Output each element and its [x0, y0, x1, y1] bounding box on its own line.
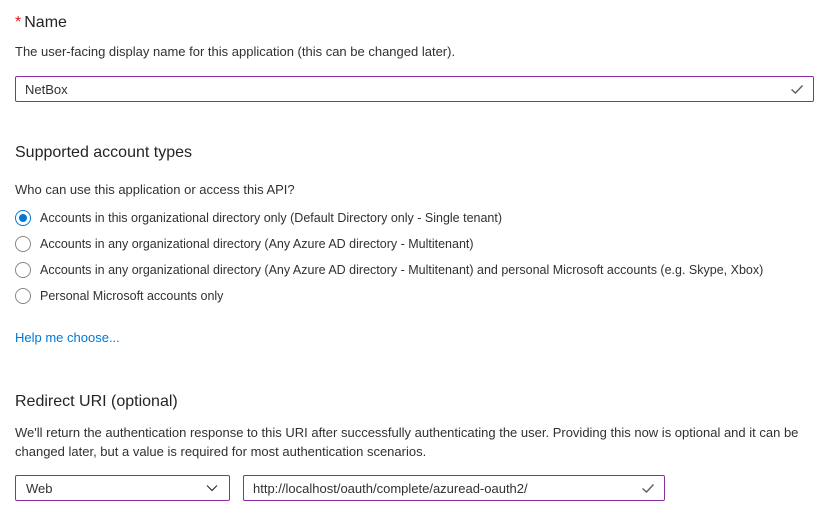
radio-option-multitenant[interactable] [15, 231, 814, 257]
radio-option-personal-only[interactable] [15, 283, 814, 309]
required-asterisk: * [15, 14, 22, 31]
account-types-question: Who can use this application or access this API? [15, 182, 295, 197]
radio-label: Personal Microsoft accounts only [40, 289, 224, 303]
platform-select[interactable] [15, 475, 230, 501]
chevron-down-icon [205, 481, 219, 495]
radio-label: Accounts in any organizational directory (Any Azure AD directory - Multitenant) [40, 237, 474, 251]
check-icon [640, 480, 656, 496]
check-icon [789, 81, 805, 97]
radio-icon[interactable] [15, 210, 31, 226]
radio-option-single-tenant[interactable] [15, 205, 814, 231]
supported-account-types-section [15, 142, 814, 347]
help-me-choose-link[interactable]: Help me choose... [15, 330, 120, 345]
redirect-uri-title: Redirect URI (optional) [15, 393, 178, 410]
name-section [15, 12, 814, 102]
radio-icon[interactable] [15, 288, 31, 304]
redirect-uri-controls [15, 475, 814, 501]
name-input-wrap [15, 76, 814, 102]
name-section-title [15, 12, 814, 33]
redirect-uri-input[interactable] [243, 475, 665, 501]
platform-select-value: Web [26, 480, 53, 496]
name-input[interactable] [15, 76, 814, 102]
radio-icon[interactable] [15, 236, 31, 252]
radio-option-multitenant-personal[interactable] [15, 257, 814, 283]
redirect-uri-section [15, 391, 814, 501]
redirect-uri-description: We'll return the authentication response to this URI after successfully authenticating the user. Providing this now is optional and it can be changed later, but a value is required for most authentication scenarios. [15, 425, 799, 459]
name-title-text: Name [24, 14, 67, 31]
radio-icon[interactable] [15, 262, 31, 278]
name-description: The user-facing display name for this application (this can be changed later). [15, 44, 456, 59]
redirect-uri-input-wrap [243, 475, 665, 501]
radio-label: Accounts in this organizational directory only (Default Directory only - Single tenant) [40, 211, 503, 225]
radio-label: Accounts in any organizational directory (Any Azure AD directory - Multitenant) and personal Microsoft accounts (e.g. Skype, Xbox) [40, 263, 764, 277]
account-types-title: Supported account types [15, 144, 193, 161]
